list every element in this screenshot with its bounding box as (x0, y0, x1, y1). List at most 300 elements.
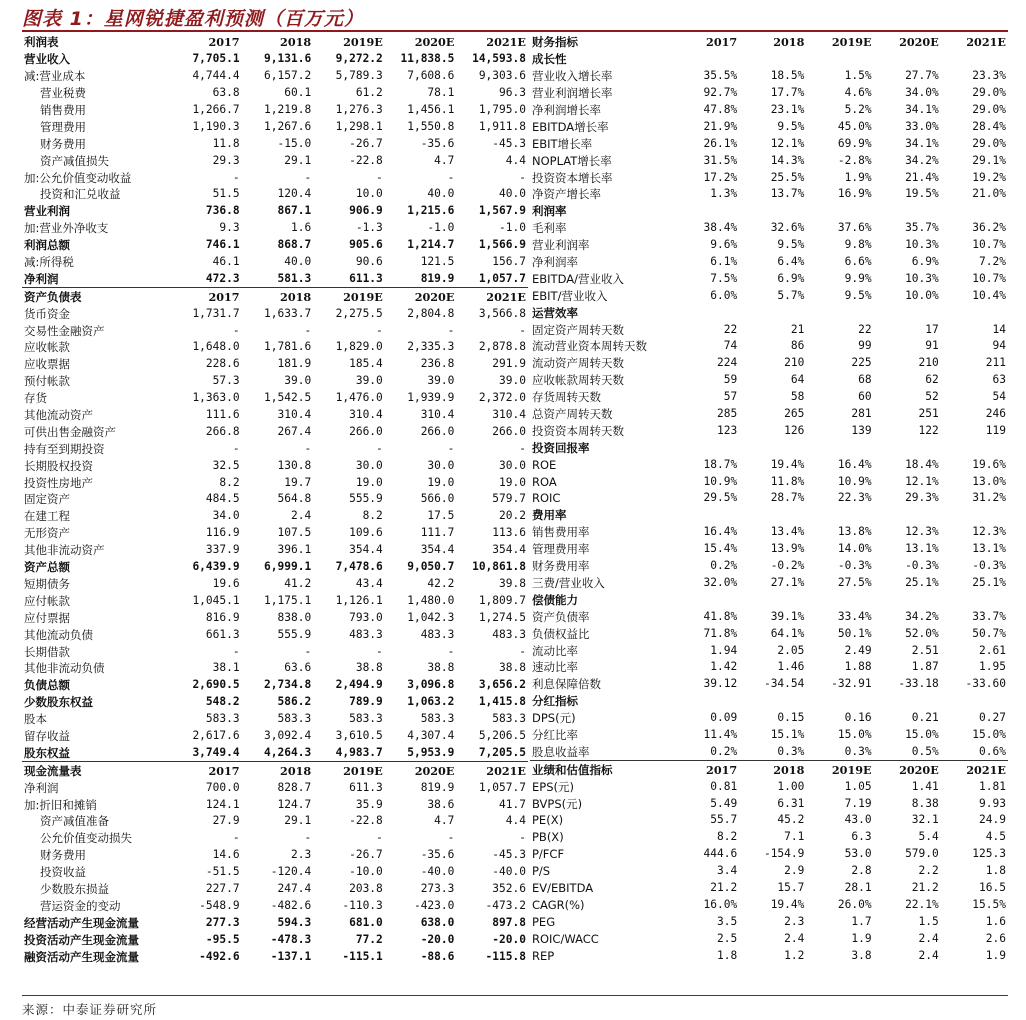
cell-value: 50.7% (972, 626, 1006, 640)
table-row (530, 220, 1008, 237)
year-header: 2018 (242, 762, 314, 779)
cell-value: 29.1% (972, 153, 1006, 167)
cell-value: 1.9% (844, 170, 872, 184)
table-row (22, 542, 528, 559)
table-row (530, 85, 1008, 102)
cell-value: 39.0 (427, 374, 455, 388)
cell-value: 906.9 (349, 204, 383, 218)
row-label: 应付帐款 (24, 593, 70, 608)
cell-value: 897.8 (492, 915, 526, 929)
cell-value: 472.3 (205, 271, 240, 285)
year-header: 2017 (672, 761, 739, 778)
cell-value: 1,276.3 (335, 103, 383, 116)
cell-value: 9.3 (219, 221, 240, 235)
cell-value: 483.3 (492, 627, 526, 641)
cell-value: 4.4 (505, 814, 526, 828)
row-label: REP (532, 948, 555, 963)
cell-value: -0.2% (770, 559, 805, 573)
table-row (22, 440, 528, 457)
cell-value: 6.4% (777, 255, 805, 269)
top-rule (22, 30, 1008, 32)
cell-value: 39.0 (499, 374, 526, 388)
cell-value: 6.9% (911, 255, 939, 269)
cell-value: 21.0% (972, 187, 1006, 201)
cell-value: 2,690.5 (192, 678, 240, 692)
cell-value: 39.8 (499, 576, 526, 590)
cell-value: 583.3 (205, 712, 240, 726)
cell-value: 6.9% (777, 271, 805, 285)
cell-value (806, 203, 873, 220)
cell-value: -2.8% (837, 153, 872, 167)
row-label: 投资资本增长率 (532, 170, 613, 185)
cell-value: - (232, 831, 240, 845)
cell-value: 27.5% (837, 575, 872, 589)
table-row (22, 322, 528, 339)
row-label: 分红指标 (532, 694, 578, 709)
cell-value: 1,809.7 (478, 593, 526, 607)
cell-value: 7,205.5 (478, 745, 526, 759)
cell-value: 7.19 (844, 796, 872, 810)
table-row (22, 864, 528, 881)
cell-value: 266.0 (349, 424, 383, 438)
table-row (22, 390, 528, 407)
cell-value: 3,096.8 (407, 678, 455, 692)
cell-value: 130.8 (277, 458, 312, 472)
row-label: 资产总额 (24, 560, 70, 575)
cell-value: 38.1 (212, 661, 240, 675)
cell-value (941, 693, 1008, 710)
table-row (530, 625, 1008, 642)
cell-value: 1,057.7 (478, 780, 526, 794)
cell-value: 33.0% (905, 119, 939, 133)
table-row (22, 102, 528, 119)
cell-value: 2,335.3 (407, 340, 455, 354)
cell-value: 111.6 (205, 408, 240, 422)
table-row (22, 744, 528, 761)
financial-indicators-table (530, 34, 1008, 964)
cell-value: 27.7% (905, 69, 939, 83)
cell-value (874, 203, 941, 220)
cell-value: 310.4 (420, 408, 455, 422)
table-row (530, 355, 1008, 372)
cell-value: 2,372.0 (478, 391, 526, 405)
cell-value (941, 203, 1008, 220)
row-label: 其他流动资产 (24, 408, 93, 423)
cell-value: 228.6 (205, 357, 240, 371)
row-label: 股东权益 (24, 745, 70, 760)
row-label: 预付帐款 (24, 374, 70, 389)
cell-value: 60.1 (284, 86, 312, 100)
cell-value: 819.9 (420, 271, 455, 285)
row-label: 应收票据 (24, 357, 70, 372)
cell-value: 5,206.5 (478, 728, 526, 742)
cell-value: 185.4 (349, 357, 383, 371)
cell-value: 16.9% (837, 187, 872, 201)
cell-value: 50.1% (837, 626, 872, 640)
table-row (22, 491, 528, 508)
table-row (22, 305, 528, 322)
cell-value: 29.0% (972, 136, 1006, 150)
cell-value: 37.6% (837, 221, 872, 235)
cell-value: 14.6 (212, 848, 240, 862)
cell-value: 30.0 (355, 458, 383, 472)
table-row (22, 931, 528, 948)
row-label: ROIC (532, 491, 561, 506)
table-row (22, 609, 528, 626)
cell-value: 0.3% (777, 744, 805, 758)
row-label: 营业利润增长率 (532, 86, 613, 101)
cell-value (941, 507, 1008, 524)
row-label: 费用率 (532, 508, 567, 523)
cell-value: 555.9 (349, 492, 383, 506)
cell-value: -492.6 (199, 949, 240, 963)
row-label: 投资活动产生现金流量 (24, 932, 139, 947)
cell-value: 19.0 (355, 475, 383, 489)
row-label: 营业税费 (40, 86, 86, 101)
cell-value: 109.6 (349, 526, 383, 540)
row-label: 留存收益 (24, 728, 70, 743)
cell-value: 819.9 (420, 780, 455, 794)
cell-value: - (304, 831, 312, 845)
cell-value: 38.8 (355, 661, 383, 675)
cell-value: 9,131.6 (264, 52, 312, 66)
table-row (530, 254, 1008, 271)
cell-value: 2.3 (290, 848, 312, 862)
cell-value (806, 51, 873, 68)
row-label: 净资产增长率 (532, 187, 601, 202)
cell-value: 1,214.7 (407, 238, 455, 252)
cell-value: 1.8 (985, 864, 1006, 878)
cell-value: 20.2 (499, 509, 526, 523)
cell-value: 4.7 (434, 814, 455, 828)
cell-value: -482.6 (270, 898, 312, 912)
group-header-row (530, 304, 1008, 321)
year-header: 2017 (706, 35, 738, 50)
row-label: 资产负债率 (532, 609, 590, 624)
cell-value: -548.9 (199, 898, 240, 912)
row-label: 交易性金融资产 (24, 323, 105, 338)
year-header: 2021E (456, 762, 528, 779)
cell-value: 40.0 (427, 187, 455, 201)
cell-value: 124.1 (205, 797, 240, 811)
cell-value: 227.7 (205, 881, 240, 895)
cell-value: 11.4% (703, 727, 738, 741)
table-row (530, 743, 1008, 760)
cell-value: 51.5 (212, 187, 240, 201)
cell-value: 10.3% (905, 271, 939, 285)
cell-value: 29.3 (212, 153, 240, 167)
cell-value: 19.6% (972, 457, 1006, 471)
cell-value: 25.5% (770, 170, 805, 184)
cell-value: - (376, 441, 383, 455)
row-label: CAGR(%) (532, 897, 585, 912)
table-row (530, 118, 1008, 135)
cell-value: -34.54 (763, 677, 805, 691)
cell-value: 354.4 (492, 543, 526, 557)
cell-value (672, 507, 739, 524)
row-label: 成长性 (532, 52, 567, 67)
table-row (530, 608, 1008, 625)
cell-value: - (232, 644, 240, 658)
cell-value: 7,608.6 (407, 69, 455, 83)
cell-value: 1.81 (978, 779, 1006, 793)
cell-value: 483.3 (349, 627, 383, 641)
cell-value: 116.9 (205, 526, 240, 540)
cell-value: 35.9 (355, 797, 383, 811)
cell-value: 32.0% (703, 575, 738, 589)
cell-value: 236.8 (420, 357, 455, 371)
section-title: 财务指标 (532, 35, 578, 50)
cell-value: 1,567.9 (478, 204, 526, 218)
cell-value: 4,264.3 (264, 745, 312, 759)
cell-value: 45.0% (837, 119, 872, 133)
cell-value: - (519, 644, 526, 658)
cell-value: 21.2 (710, 880, 738, 894)
cell-value: 35.7% (905, 221, 939, 235)
row-label: 运营效率 (532, 305, 578, 320)
cell-value: 1,633.7 (264, 306, 312, 320)
row-label: 负债总额 (24, 678, 70, 693)
row-label: 应收帐款周转天数 (532, 373, 624, 388)
row-label: 减:营业成本 (24, 69, 86, 84)
section-title: 业绩和估值指标 (530, 761, 672, 778)
cell-value: 15.0% (905, 727, 939, 741)
row-label: 流动营业资本周转天数 (532, 339, 647, 354)
cell-value: 38.8 (427, 661, 455, 675)
row-label: 加:营业外净收支 (24, 221, 109, 236)
cell-value: 1.6 (290, 221, 312, 235)
cell-value: -88.6 (420, 949, 455, 963)
cell-value: 0.2% (710, 744, 738, 758)
cell-value: 10.0 (355, 187, 383, 201)
cell-value: 583.3 (277, 712, 312, 726)
cell-value: 210 (784, 356, 805, 370)
row-label: 加:公允价值变动收益 (24, 170, 132, 185)
cell-value: 39.12 (703, 677, 738, 691)
cell-value: 396.1 (277, 543, 312, 557)
cell-value: 1,911.8 (478, 119, 526, 133)
table-row (22, 474, 528, 491)
cell-value: 9.6% (710, 238, 738, 252)
cell-value: 203.8 (349, 881, 383, 895)
cell-value (672, 693, 739, 710)
row-label: 销售费用率 (532, 525, 590, 540)
table-row (22, 237, 528, 254)
group-header-row (530, 439, 1008, 456)
section-title: 利润表 (24, 35, 59, 50)
cell-value: 1.5 (918, 914, 939, 928)
cell-value: - (519, 170, 526, 184)
table-row (530, 389, 1008, 406)
table-row (530, 575, 1008, 592)
cell-value: 1.8 (716, 948, 738, 962)
cell-value: -115.8 (485, 949, 526, 963)
cell-value (806, 439, 873, 456)
table-row (530, 169, 1008, 186)
cell-value: 9.5% (844, 288, 872, 302)
cell-value: 71.8% (703, 626, 738, 640)
cell-value: 5,953.9 (407, 745, 455, 759)
row-label: 在建工程 (24, 509, 70, 524)
cell-value: 2.61 (978, 643, 1006, 657)
cell-value: 31.5% (703, 153, 738, 167)
cell-value: 6.3 (851, 830, 872, 844)
cell-value: 1.05 (844, 779, 872, 793)
cell-value: 30.0 (499, 458, 526, 472)
cell-value: 29.5% (703, 491, 738, 505)
table-row (530, 456, 1008, 473)
table-row (530, 406, 1008, 423)
row-label: EBIT/营业收入 (532, 288, 608, 303)
cell-value (941, 591, 1008, 608)
cell-value: 16.4% (703, 525, 738, 539)
row-label: 净利润 (24, 271, 59, 286)
row-label: 可供出售金融资产 (24, 424, 116, 439)
cell-value: 99 (858, 339, 872, 353)
cell-value: 94 (992, 339, 1006, 353)
table-row (22, 339, 528, 356)
cell-value: 28.4% (972, 119, 1006, 133)
year-header: 2020E (414, 35, 455, 50)
cell-value: 91 (925, 339, 939, 353)
cell-value: 21.2 (911, 880, 939, 894)
cell-value: 10.3% (905, 238, 939, 252)
cell-value: 92.7% (703, 86, 738, 100)
cell-value: 10.4% (972, 288, 1006, 302)
table-row (22, 914, 528, 931)
cell-value: 139 (851, 423, 872, 437)
cell-value: 74 (723, 339, 738, 353)
cell-value: 2,878.8 (478, 340, 526, 354)
cell-value (941, 439, 1008, 456)
table-row (22, 559, 528, 576)
table-row (22, 51, 528, 68)
table-row (22, 270, 528, 287)
cell-value: 3.4 (716, 864, 738, 878)
cell-value: -120.4 (270, 865, 312, 879)
table-row (22, 118, 528, 135)
table-row (22, 508, 528, 525)
table-row (530, 524, 1008, 541)
cell-value: 12.1% (770, 136, 805, 150)
row-label: EBIT增长率 (532, 136, 593, 151)
row-label: 减:所得税 (24, 255, 74, 270)
cell-value: 1,781.6 (264, 340, 312, 354)
cell-value: 24.9 (978, 813, 1006, 827)
year-header: 2020E (385, 762, 457, 779)
cell-value: 1.41 (911, 779, 939, 793)
cell-value: 1,063.2 (407, 695, 455, 709)
cell-value: 661.3 (205, 627, 240, 641)
cell-value: 9.93 (978, 796, 1006, 810)
row-label: 无形资产 (24, 526, 70, 541)
row-label: 公允价值变动损失 (40, 831, 132, 846)
cell-value: 53.0 (844, 847, 872, 861)
cell-value: 444.6 (703, 847, 738, 861)
row-label: EV/EBITDA (532, 880, 594, 895)
cell-value: 7,705.1 (192, 52, 240, 66)
row-label: 投资收益 (40, 865, 86, 880)
cell-value: 11.8% (770, 474, 805, 488)
row-label: 少数股东权益 (24, 695, 93, 710)
cell-value: 4.5 (985, 830, 1006, 844)
cell-value: 28.7% (770, 491, 805, 505)
cell-value: 111.7 (420, 526, 455, 540)
cell-value: 1,795.0 (478, 103, 526, 116)
table-row (530, 102, 1008, 119)
cell-value: 273.3 (420, 881, 455, 895)
group-header-row (530, 591, 1008, 608)
cell-value: -33.18 (898, 677, 939, 691)
cell-value: 4.7 (434, 153, 455, 167)
cell-value: 10.7% (972, 238, 1006, 252)
cell-value: 45.2 (777, 813, 805, 827)
cell-value: 22.1% (905, 897, 939, 911)
cell-value: 43.0 (844, 813, 872, 827)
cell-value: 681.0 (349, 915, 383, 929)
cell-value: - (376, 323, 383, 337)
cell-value: 868.7 (277, 238, 312, 252)
cell-value: 1.88 (844, 660, 872, 674)
row-label: 财务费用率 (532, 559, 590, 574)
cell-value (806, 507, 873, 524)
cell-value: 2.9 (784, 864, 805, 878)
cell-value: - (519, 441, 526, 455)
row-label: 净利润增长率 (532, 103, 601, 117)
cell-value: 34.0 (212, 509, 240, 523)
cell-value: 41.7 (499, 797, 526, 811)
cell-value: 57.3 (212, 374, 240, 388)
cell-value: 247.4 (277, 881, 312, 895)
cell-value: 13.4% (770, 525, 805, 539)
table-row (530, 558, 1008, 575)
cell-value: 6,439.9 (192, 560, 240, 574)
row-label: EBITDA/营业收入 (532, 271, 624, 286)
year-header: 2019E (806, 761, 873, 778)
cell-value: 2.05 (777, 643, 805, 657)
cell-value: 4.6% (844, 86, 872, 100)
cell-value: 1,274.5 (478, 610, 526, 624)
table-row (22, 457, 528, 474)
row-label: PEG (532, 914, 556, 929)
cell-value (874, 693, 941, 710)
row-label: 融资活动产生现金流量 (24, 949, 139, 964)
cell-value: -45.3 (492, 848, 526, 862)
row-label: 货币资金 (24, 306, 70, 321)
cell-value (672, 51, 739, 68)
cell-value: 1.7 (851, 914, 872, 928)
cell-value: 1,542.5 (264, 391, 312, 405)
cell-value: 1,731.7 (192, 306, 240, 320)
cell-value: 22 (858, 322, 872, 336)
section-header-row (530, 34, 1008, 51)
cell-value: - (304, 323, 312, 337)
cell-value: 120.4 (277, 187, 312, 201)
table-row (22, 525, 528, 542)
table-row (22, 796, 528, 813)
cell-value: 32.1 (911, 813, 939, 827)
cell-value: 38.6 (427, 797, 455, 811)
cell-value: 2.3 (784, 914, 805, 928)
cell-value: -20.0 (420, 932, 455, 946)
cell-value: 55.7 (710, 813, 738, 827)
table-row (22, 220, 528, 237)
cell-value: 0.5% (911, 744, 939, 758)
section-header-row (22, 762, 528, 779)
cell-value: 42.2 (427, 576, 455, 590)
table-row (22, 152, 528, 169)
cell-value: 8.2 (716, 830, 738, 844)
